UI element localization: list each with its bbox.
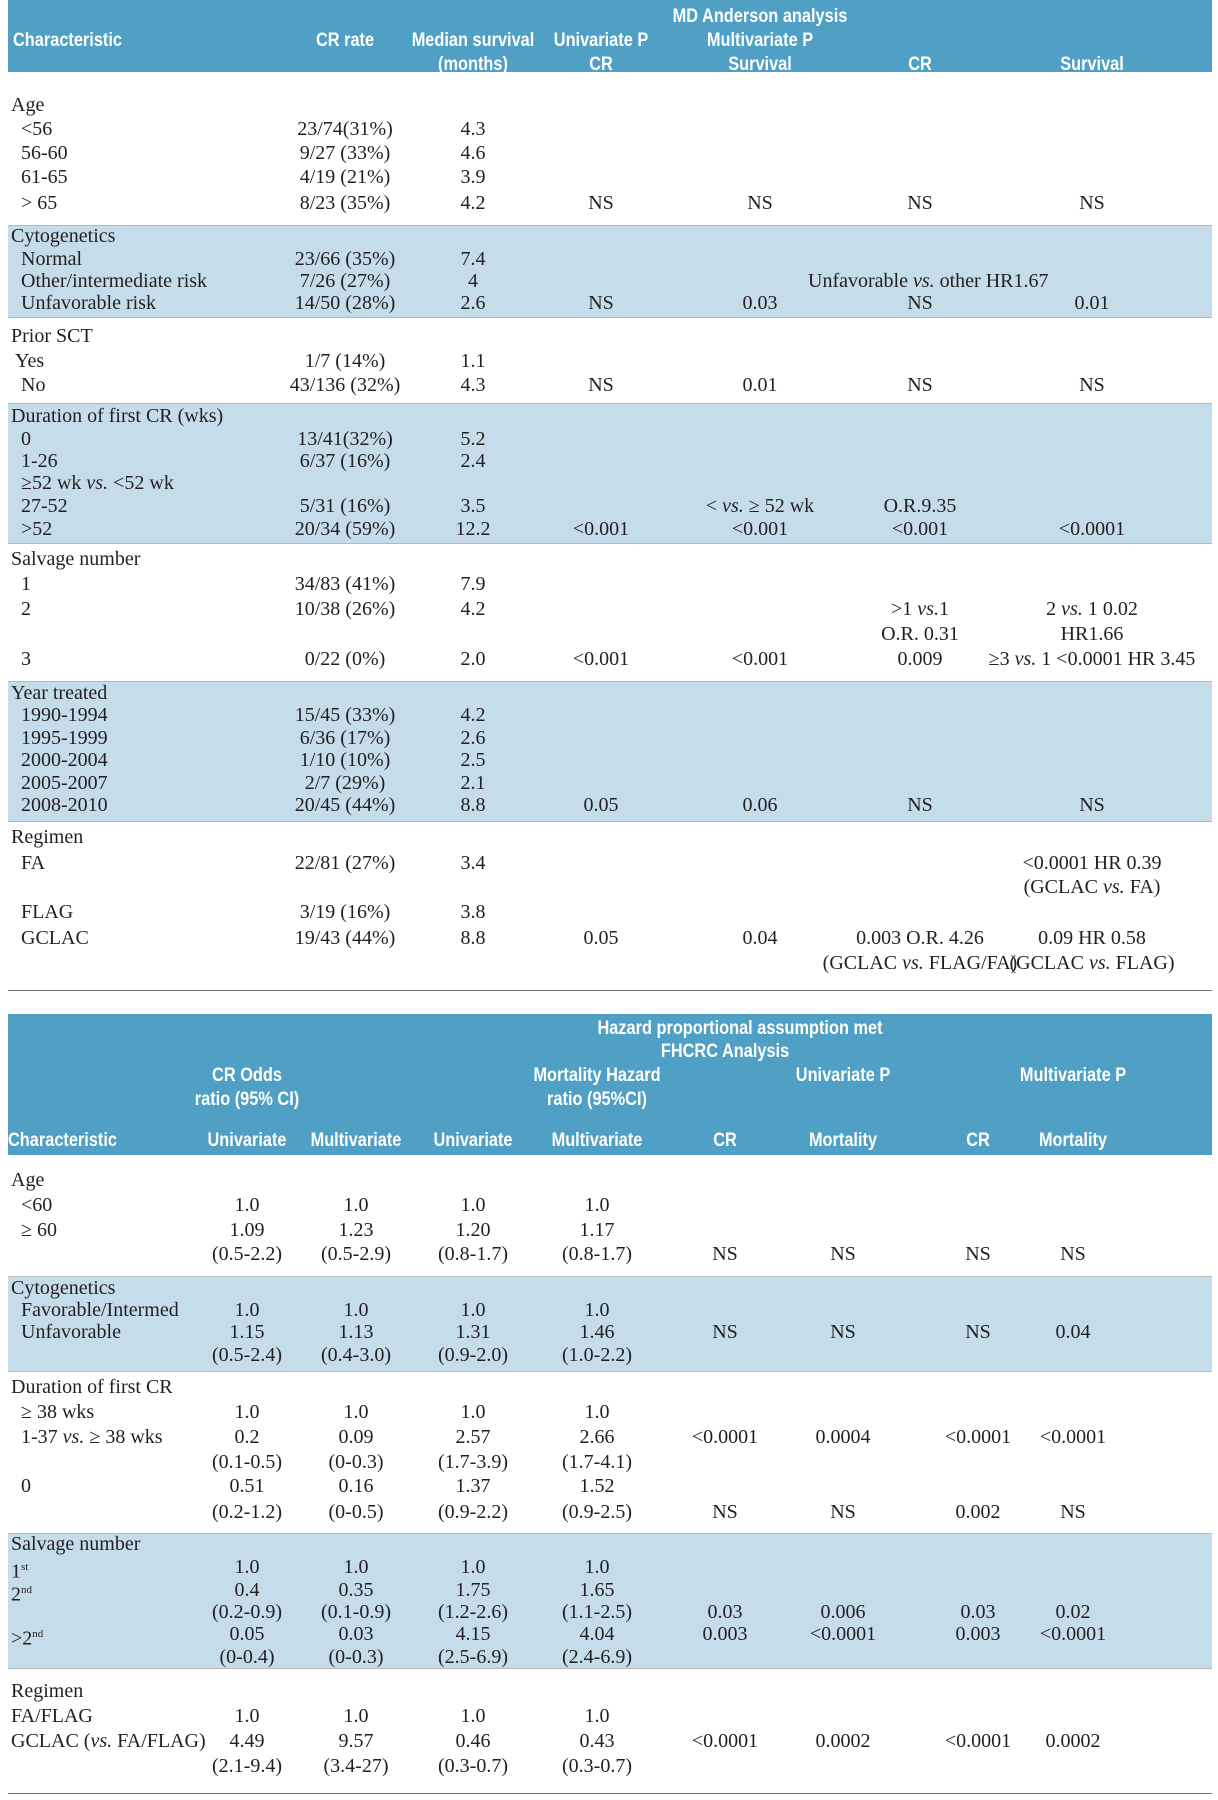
cell: 4.15	[455, 1623, 491, 1645]
row-label: 1-37 vs. ≥ 38 wks	[21, 1426, 163, 1448]
col-mortality-hazard: Mortality Hazard	[533, 1065, 661, 1086]
cell: 3.8	[460, 901, 486, 923]
cell: 1.0	[460, 1401, 486, 1423]
cell: 4.2	[460, 598, 486, 620]
cell: NS	[588, 292, 614, 314]
cell: 0.02	[1055, 1601, 1091, 1623]
cell: 1.0	[460, 1299, 486, 1321]
row-label: 61-65	[21, 166, 68, 188]
cell: 0.03	[742, 292, 778, 314]
cell: (0-0.3)	[328, 1451, 384, 1473]
cell: 0.43	[579, 1730, 615, 1752]
cell: 4.49	[229, 1730, 265, 1752]
cell: <0.0001	[944, 1730, 1012, 1752]
row-label: Unfavorable	[21, 1321, 121, 1343]
ordinal-suffix: st	[21, 1561, 29, 1573]
cell: 1.17	[579, 1219, 615, 1241]
row-label: >52	[21, 518, 53, 540]
cell: 2.57	[455, 1426, 491, 1448]
cell: NS	[830, 1243, 856, 1265]
cell: (1.7-3.9)	[438, 1451, 508, 1473]
cell: Unfavorable vs. other HR1.67	[808, 270, 1049, 292]
cell: <0.0001	[944, 1426, 1012, 1448]
ordinal-suffix: nd	[21, 1584, 32, 1596]
cell: NS	[830, 1501, 856, 1523]
cell: 1.75	[455, 1579, 491, 1601]
cell: (0-0.5)	[328, 1501, 384, 1523]
cell: 1.0	[234, 1401, 260, 1423]
cell: 0.0002	[1045, 1730, 1101, 1752]
cell: 1.13	[338, 1321, 374, 1343]
cell: 34/83 (41%)	[294, 573, 396, 595]
row-label: 2	[21, 598, 31, 620]
col-multi-cr: CR	[966, 1130, 990, 1151]
cell: 2.66	[579, 1426, 615, 1448]
cell: NS	[907, 192, 933, 214]
cell: NS	[1060, 1501, 1086, 1523]
cell: 0.16	[338, 1475, 374, 1497]
group-label: Age	[11, 1169, 45, 1191]
divider	[8, 681, 1212, 682]
row-label: 1995-1999	[21, 727, 108, 749]
divider	[8, 317, 1212, 318]
cell: O.R. 0.31	[881, 623, 959, 645]
cell: 20/34 (59%)	[294, 518, 396, 540]
divider	[8, 403, 1212, 404]
table1-bottom-rule	[8, 990, 1212, 991]
cell: (GCLAC vs. FLAG/FA)	[822, 952, 1018, 974]
cell: 0.0002	[815, 1730, 871, 1752]
cell: 1.15	[229, 1321, 265, 1343]
cell: 4.04	[579, 1623, 615, 1645]
cell: 0.4	[234, 1579, 260, 1601]
hazard-heading: Hazard proportional assumption met	[597, 1018, 883, 1039]
cell: 0/22 (0%)	[304, 648, 386, 670]
cell: 1.0	[234, 1705, 260, 1727]
cell: 1.0	[460, 1705, 486, 1727]
col-univariate-p: Univariate P	[553, 30, 649, 51]
cell: 4	[468, 270, 478, 292]
col-multivariate-p: Multivariate P	[706, 30, 814, 51]
cell: 0.35	[338, 1579, 374, 1601]
cell: 1.09	[229, 1219, 265, 1241]
group-label: Duration of first CR	[11, 1376, 173, 1398]
cell: (1.7-4.1)	[562, 1451, 632, 1473]
cell: (0.9-2.5)	[562, 1501, 632, 1523]
col-univariate-cr: CR	[589, 54, 613, 75]
col-odds-univariate: Univariate	[207, 1130, 287, 1151]
cell: <0.0001	[691, 1426, 759, 1448]
row-label: 27-52	[21, 495, 68, 517]
cell: 1/7 (14%)	[304, 350, 386, 372]
divider	[8, 225, 1212, 226]
ordinal-number: >2	[11, 1627, 33, 1650]
row-label: ≥ 60	[21, 1219, 57, 1241]
cell: (2.4-6.9)	[562, 1646, 632, 1668]
cell: 6/37 (16%)	[299, 450, 391, 472]
cell: 1.1	[460, 350, 486, 372]
divider	[8, 1533, 1212, 1534]
row-label: 1990-1994	[21, 704, 108, 726]
cell: 4.3	[460, 118, 486, 140]
cell: 1.0	[584, 1194, 610, 1216]
col-cr-odds-ci: ratio (95% CI)	[194, 1089, 300, 1110]
cell: (0-0.3)	[328, 1646, 384, 1668]
cell: 0.09 HR 0.58	[1038, 927, 1146, 949]
group-label: Age	[11, 94, 45, 116]
cell: 1.31	[455, 1321, 491, 1343]
cell: 0.03	[707, 1601, 743, 1623]
cell: (1.1-2.5)	[562, 1601, 632, 1623]
cell: 0.01	[742, 374, 778, 396]
cell: NS	[747, 192, 773, 214]
col-univariate-p: Univariate P	[795, 1065, 891, 1086]
cell: (GCLAC vs. FA)	[1023, 876, 1161, 898]
cell: <0.0001	[691, 1730, 759, 1752]
cell: 3/19 (16%)	[299, 901, 391, 923]
divider	[8, 1276, 1212, 1277]
cell: 1.20	[455, 1219, 491, 1241]
cell: NS	[588, 374, 614, 396]
cell: <0.001	[572, 648, 630, 670]
cell: 0.003 O.R. 4.26	[856, 927, 984, 949]
row-label: > 65	[21, 192, 58, 214]
cell: 0.003	[702, 1623, 748, 1645]
cell: 4/19 (21%)	[299, 166, 391, 188]
col-multivariate-survival: Survival	[728, 54, 792, 75]
row-label: 2000-2004	[21, 749, 108, 771]
cell: (3.4-27)	[323, 1755, 389, 1777]
cell: 0.06	[742, 794, 778, 816]
cell: 1.0	[584, 1299, 610, 1321]
col-multivariate-p: Multivariate P	[1019, 1065, 1127, 1086]
divider	[8, 543, 1212, 544]
col-cr: CR	[908, 54, 932, 75]
cell: NS	[830, 1321, 856, 1343]
cell: (0.5-2.4)	[212, 1344, 282, 1366]
col-median-survival: Median survival	[411, 30, 535, 51]
cell: 23/74(31%)	[297, 118, 393, 140]
cell: 15/45 (33%)	[294, 704, 396, 726]
col-hazard-univariate: Univariate	[433, 1130, 513, 1151]
cell: 19/43 (44%)	[294, 927, 396, 949]
cell: NS	[712, 1501, 738, 1523]
cell: 0.04	[742, 927, 778, 949]
row-label: <56	[21, 118, 53, 140]
cell: (0.1-0.5)	[212, 1451, 282, 1473]
col-univ-cr: CR	[713, 1130, 737, 1151]
row-label: 2005-2007	[21, 772, 108, 794]
group-heading: MD Anderson analysis	[672, 6, 848, 27]
divider	[8, 821, 1212, 822]
cell: 1.0	[234, 1556, 260, 1578]
cell: (0.3-0.7)	[562, 1755, 632, 1777]
cell: 3.5	[460, 495, 486, 517]
row-label: ≥ 38 wks	[21, 1401, 95, 1423]
cell: NS	[588, 192, 614, 214]
cell: 2.1	[460, 772, 486, 794]
row-label: 1-26	[21, 450, 58, 472]
cell: (0.1-0.9)	[321, 1601, 391, 1623]
cell: 0.0004	[815, 1426, 871, 1448]
cell: 1.0	[234, 1194, 260, 1216]
cell: 1.0	[584, 1556, 610, 1578]
cell: 3.9	[460, 166, 486, 188]
cell: 1.0	[343, 1556, 369, 1578]
cell: <0.0001	[1039, 1426, 1107, 1448]
cell: (0.2-0.9)	[212, 1601, 282, 1623]
ordinal-number: 1	[11, 1560, 21, 1583]
cell: (0.4-3.0)	[321, 1344, 391, 1366]
cell: 1.0	[343, 1299, 369, 1321]
cell: (1.0-2.2)	[562, 1344, 632, 1366]
group-label: Cytogenetics	[11, 1277, 116, 1299]
col-multi-mortality: Mortality	[1038, 1130, 1108, 1151]
cell: 2.6	[460, 292, 486, 314]
cell: 20/45 (44%)	[294, 794, 396, 816]
cell: 10/38 (26%)	[294, 598, 396, 620]
col-odds-multivariate: Multivariate	[310, 1130, 402, 1151]
cell: 0.03	[960, 1601, 996, 1623]
cell: 0.46	[455, 1730, 491, 1752]
cell: 2.6	[460, 727, 486, 749]
cell: <0.0001	[809, 1623, 877, 1645]
cell: 1.0	[460, 1556, 486, 1578]
col-hazard-multivariate: Multivariate	[551, 1130, 643, 1151]
col-mortality-ci: ratio (95%CI)	[547, 1089, 647, 1110]
cell: (0.8-1.7)	[438, 1243, 508, 1265]
row-label: GCLAC (vs. FA/FLAG)	[11, 1730, 206, 1752]
row-label: FA	[21, 852, 46, 874]
cell: NS	[1060, 1243, 1086, 1265]
cell: 0.002	[955, 1501, 1001, 1523]
cell: 1.0	[584, 1401, 610, 1423]
row-label: 1	[21, 573, 31, 595]
cell: 1.23	[338, 1219, 374, 1241]
row-label: FLAG	[21, 901, 74, 923]
cell: (GCLAC vs. FLAG)	[1009, 952, 1175, 974]
cell: (0.3-0.7)	[438, 1755, 508, 1777]
cell: O.R.9.35	[883, 495, 957, 517]
cell: 8.8	[460, 927, 486, 949]
cell: <0.0001 HR 0.39	[1022, 852, 1162, 874]
cell: 12.2	[455, 518, 491, 540]
cell: (0.5-2.2)	[212, 1243, 282, 1265]
row-label: 2008-2010	[21, 794, 108, 816]
cell: NS	[712, 1243, 738, 1265]
cell: <0.001	[891, 518, 949, 540]
cell: <0.0001	[1058, 518, 1126, 540]
cell: NS	[907, 374, 933, 396]
col-survival: Survival	[1060, 54, 1124, 75]
cell: 5.2	[460, 428, 486, 450]
col-characteristic: Characteristic	[13, 30, 122, 51]
cell: 7/26 (27%)	[299, 270, 391, 292]
row-label: GCLAC	[21, 927, 89, 949]
cell: HR1.66	[1060, 623, 1124, 645]
cell: < vs. ≥ 52 wk	[705, 495, 815, 517]
cell: 5/31 (16%)	[299, 495, 391, 517]
group-label: Year treated	[11, 682, 108, 704]
cell: 2.0	[460, 648, 486, 670]
cell: (2.5-6.9)	[438, 1646, 508, 1668]
cell: 0.2	[234, 1426, 260, 1448]
row-label: Unfavorable risk	[21, 292, 156, 314]
cell: 4.2	[460, 704, 486, 726]
cell: 1.0	[343, 1401, 369, 1423]
cell: 7.4	[460, 248, 486, 270]
cell: 0.05	[583, 794, 619, 816]
cell: (0.8-1.7)	[562, 1243, 632, 1265]
cell: <0.001	[572, 518, 630, 540]
cell: (1.2-2.6)	[438, 1601, 508, 1623]
cell: (2.1-9.4)	[212, 1755, 282, 1777]
cell: 1.0	[343, 1194, 369, 1216]
cell: 1.52	[579, 1475, 615, 1497]
cell: 8/23 (35%)	[299, 192, 391, 214]
cell: (0.9-2.0)	[438, 1344, 508, 1366]
cell: 0.09	[338, 1426, 374, 1448]
row-label: Favorable/Intermed	[21, 1299, 179, 1321]
cell: 1/10 (10%)	[299, 749, 391, 771]
cell: 0.009	[897, 648, 943, 670]
cell: 43/136 (32%)	[289, 374, 401, 396]
cell: 2 vs. 1 0.02	[1046, 598, 1138, 620]
cell: (0.2-1.2)	[212, 1501, 282, 1523]
row-label: 0	[21, 428, 31, 450]
cell: 14/50 (28%)	[294, 292, 396, 314]
col-characteristic: Characteristic	[8, 1130, 117, 1151]
cell: NS	[965, 1321, 991, 1343]
row-label	[11, 1623, 43, 1651]
cell: NS	[1079, 192, 1105, 214]
cell: <0.001	[731, 648, 789, 670]
row-label: 56-60	[21, 142, 68, 164]
group-label: Duration of first CR (wks)	[11, 405, 224, 427]
col-univ-mortality: Mortality	[808, 1130, 878, 1151]
cell: 1.65	[579, 1579, 615, 1601]
cell: 4.6	[460, 142, 486, 164]
col-cr-rate: CR rate	[315, 30, 375, 51]
cell: 2/7 (29%)	[304, 772, 386, 794]
cell: NS	[1079, 794, 1105, 816]
ordinal-number: 2	[11, 1583, 21, 1606]
cell: 1.0	[584, 1705, 610, 1727]
fhcrc-heading: FHCRC Analysis	[660, 1041, 790, 1062]
cell: 1.46	[579, 1321, 615, 1343]
row-label	[11, 1579, 32, 1607]
row-label: 0	[21, 1475, 31, 1497]
cell: 4.3	[460, 374, 486, 396]
table2-bottom-rule	[8, 1793, 1212, 1794]
cell: (0-0.4)	[219, 1646, 275, 1668]
cell: >1 vs.1	[891, 598, 949, 620]
cell: 0.04	[1055, 1321, 1091, 1343]
cell: 0.05	[583, 927, 619, 949]
row-label: Yes	[15, 350, 45, 372]
cell: 13/41(32%)	[297, 428, 393, 450]
cell: <0.001	[731, 518, 789, 540]
row-label: ≥52 wk vs. <52 wk	[21, 472, 174, 494]
col-median-survival-unit: (months)	[438, 54, 508, 75]
cell: 9/27 (33%)	[299, 142, 391, 164]
cell: 7.9	[460, 573, 486, 595]
row-label: Other/intermediate risk	[21, 270, 208, 292]
cell: 0.51	[229, 1475, 265, 1497]
cell: 0.01	[1074, 292, 1110, 314]
col-cr-odds: CR Odds	[212, 1065, 282, 1086]
cell: ≥3 vs. 1 <0.0001 HR 3.45	[988, 648, 1196, 670]
cell: NS	[907, 292, 933, 314]
group-label: Salvage number	[11, 548, 141, 570]
cell: 0.03	[338, 1623, 374, 1645]
cell: 23/66 (35%)	[294, 248, 396, 270]
cell: 4.2	[460, 192, 486, 214]
divider	[8, 1371, 1212, 1372]
cell: 0.006	[820, 1601, 866, 1623]
cell: 1.37	[455, 1475, 491, 1497]
row-label: 3	[21, 648, 31, 670]
cell: NS	[965, 1243, 991, 1265]
group-label: Cytogenetics	[11, 225, 116, 247]
cell: 1.0	[460, 1194, 486, 1216]
group-label: Salvage number	[11, 1533, 141, 1555]
cell: 0.003	[955, 1623, 1001, 1645]
cell: 1.0	[343, 1705, 369, 1727]
cell: 1.0	[234, 1299, 260, 1321]
cell: NS	[907, 794, 933, 816]
cell: 0.05	[229, 1623, 265, 1645]
group-label: Regimen	[11, 826, 84, 848]
cell: NS	[1079, 374, 1105, 396]
row-label: FA/FLAG	[11, 1705, 93, 1727]
row-label: Normal	[21, 248, 83, 270]
cell: 3.4	[460, 852, 486, 874]
cell: (0.5-2.9)	[321, 1243, 391, 1265]
group-label: Prior SCT	[11, 325, 93, 347]
cell: <0.0001	[1039, 1623, 1107, 1645]
cell: 2.5	[460, 749, 486, 771]
cell: 22/81 (27%)	[294, 852, 396, 874]
row-label: No	[21, 374, 46, 396]
group-label: Regimen	[11, 1680, 84, 1702]
cell: 2.4	[460, 450, 486, 472]
ordinal-suffix: nd	[32, 1628, 44, 1640]
cell: 6/36 (17%)	[299, 727, 391, 749]
cell: 9.57	[338, 1730, 374, 1752]
row-label: <60	[21, 1194, 53, 1216]
cell: NS	[712, 1321, 738, 1343]
cell: (0.9-2.2)	[438, 1501, 508, 1523]
cell: 8.8	[460, 794, 486, 816]
